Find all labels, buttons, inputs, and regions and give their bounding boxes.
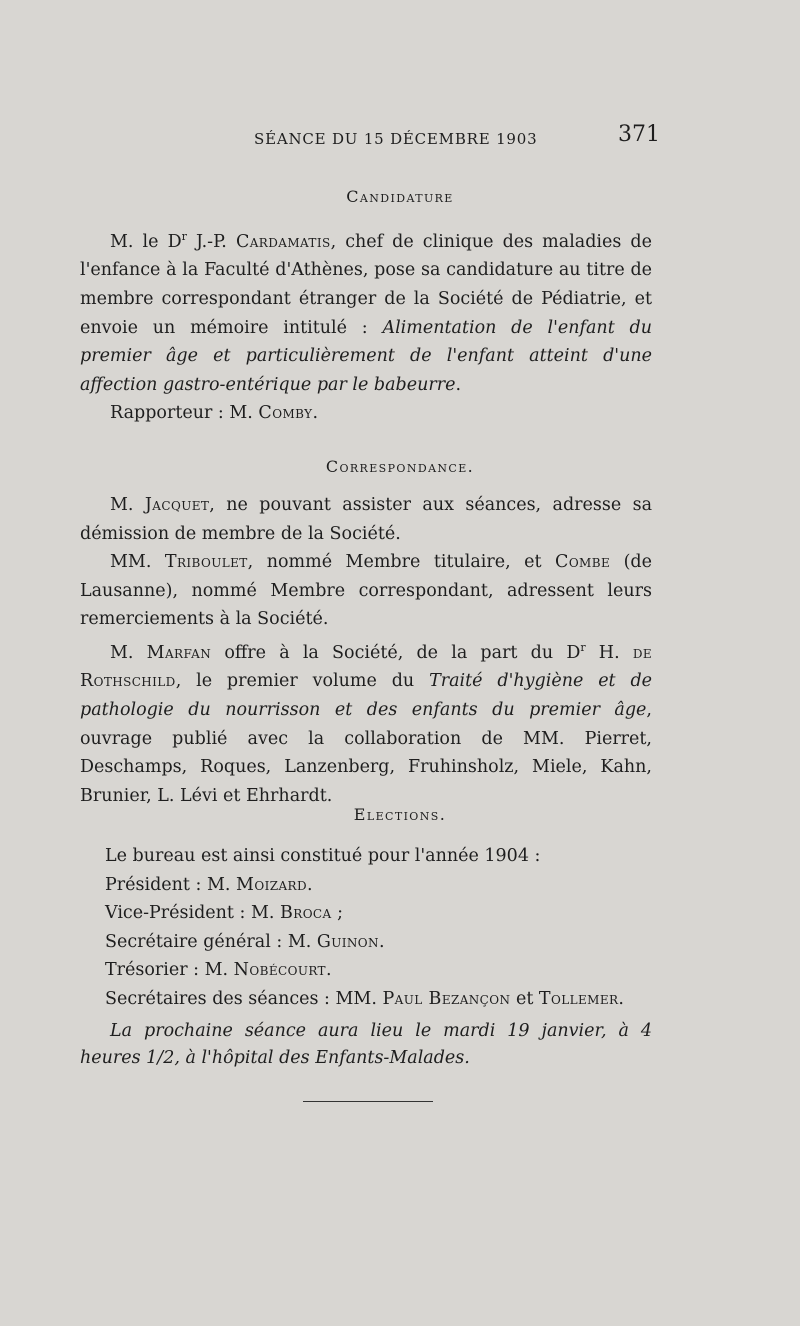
running-title: SÉANCE DU 15 DÉCEMBRE 1903 [254, 130, 538, 148]
correspondance-paragraph-3 [80, 634, 652, 810]
person-name: Triboulet [164, 552, 248, 573]
elections-intro: Le bureau est ainsi constitué pour l'année 1904 : [105, 846, 541, 866]
elections-heading: Elections. [353, 805, 447, 824]
text-run: M. [110, 642, 147, 663]
text-run: MM. [110, 552, 165, 573]
text-run: , ne pouvant assister aux séances, adresse sa démission de membre de la Société. [80, 495, 652, 544]
page-number: 371 [618, 122, 660, 147]
officer-label: Trésorier : M. [105, 960, 234, 981]
text-run: , le premier volume du [175, 671, 430, 692]
officer-label: Président : M. [105, 874, 237, 895]
text-run: , chef de clinique des maladies de l'enfance à la Faculté d'Athènes, pose sa candidature au titre de membre correspondant étranger de la Société de Pédiatrie, et envoie un mémoire intitulé : [80, 231, 652, 338]
correspondance-paragraph-2 [80, 548, 652, 634]
text-run: . [455, 374, 462, 395]
correspondance-paragraph-1 [80, 491, 652, 548]
officer-row [105, 956, 665, 985]
text-run: , ouvrage publié avec la collaboration de MM. Pierret, Deschamps, Roques, Lanzenberg, Fruhinsholz, Miele, Kahn, Brunier, L. Lévi et Ehrhardt. [80, 699, 652, 806]
text-run: . [325, 960, 332, 981]
text-run: J.-P. [186, 231, 236, 252]
candidature-paragraph [80, 223, 652, 399]
running-head [0, 122, 800, 152]
officer-label: Secrétaire général : M. [105, 931, 317, 952]
end-rule [303, 1101, 433, 1102]
officer-name: Paul Bezançon [382, 988, 511, 1009]
officer-name: Guinon [316, 931, 379, 952]
text-run: M. le D [110, 231, 182, 252]
officer-name: Tollemer [538, 988, 619, 1009]
author-name: Cardamatis [235, 231, 331, 252]
officer-name: Nobécourt [233, 960, 326, 981]
officer-row [105, 985, 665, 1014]
officer-name: Broca [280, 903, 332, 924]
officer-row [105, 928, 665, 957]
correspondance-section [80, 491, 652, 810]
text-run: offre à la Société, de la part du D [211, 642, 581, 663]
memoir-title: Alimentation de l'enfant du premier âge et particulièrement de l'enfant atteint d'une affection gastro-entérique par le babeurre [80, 317, 652, 395]
book-title: Traité d'hygiène et de pathologie du nourrisson et des enfants du premier âge [80, 671, 652, 720]
officer-label: Secrétaires des séances : MM. [105, 988, 383, 1009]
candidature-heading: Candidature [346, 187, 454, 206]
closing-section [80, 1018, 652, 1071]
person-name: Combe [555, 552, 611, 573]
officer-label: Vice-Président : M. [105, 903, 280, 924]
superscript: r [181, 230, 187, 243]
superscript: r [580, 640, 586, 654]
text-run: . [306, 874, 313, 895]
text-run: . [618, 988, 624, 1009]
text-run: . [378, 931, 385, 952]
officer-row [105, 899, 665, 928]
text-run: H. [585, 642, 633, 663]
text-run: , nommé Membre titulaire, et [247, 552, 556, 573]
next-meeting-note: La prochaine séance aura lieu le mardi 19 janvier, à 4 heures 1/2, à l'hôpital des Enfants-Malades. [80, 1021, 652, 1068]
person-name: Jacquet [144, 495, 210, 515]
elections-section [105, 842, 665, 1014]
rapporteur-line [80, 399, 652, 428]
text-run: (de Lausanne), nommé Membre correspondant, adressent leurs remerciements à la Société. [80, 552, 652, 630]
person-name: Marfan [146, 642, 212, 663]
officer-name: Moizard [236, 874, 307, 895]
text-run: M. [110, 495, 145, 515]
officer-row [105, 871, 665, 900]
text-run: . [312, 403, 319, 424]
candidature-section [80, 223, 652, 428]
correspondance-heading: Correspondance. [325, 457, 475, 476]
rapporteur-label: Rapporteur : M. [110, 403, 259, 424]
rapporteur-name: Comby [258, 403, 313, 424]
text-run: ; [331, 903, 344, 924]
text-run: et [510, 988, 539, 1009]
person-name: de Rothschild [80, 642, 653, 692]
